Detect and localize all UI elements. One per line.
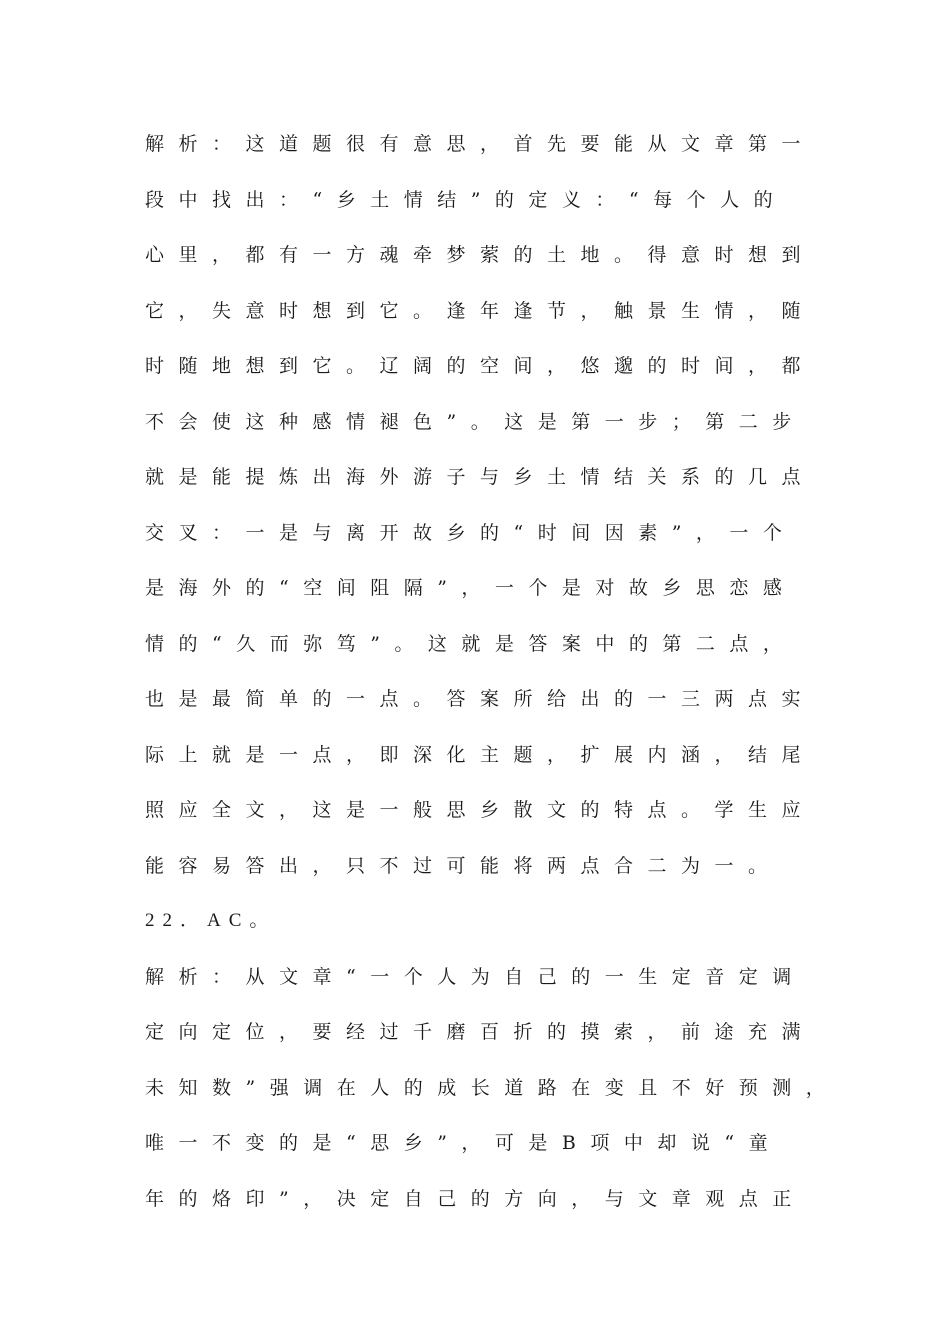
text-line: 就是能提炼出海外游子与乡土情结关系的几点 xyxy=(145,466,816,488)
document-body xyxy=(145,124,845,1234)
text-line: 交叉：一是与离开故乡的“时间因素”，一个 xyxy=(145,521,797,544)
text-line: 照应全文，这是一般思乡散文的特点。学生应 xyxy=(145,799,816,821)
text-line: 年的烙印”，决定自己的方向，与文章观点正 xyxy=(145,1187,806,1210)
text-line: 段中找出：“乡土情结”的定义：“每个人的 xyxy=(145,188,788,211)
text-line: 它，失意时想到它。逢年逢节，触景生情，随 xyxy=(145,299,816,322)
text-line: 时随地想到它。辽阔的空间，悠邈的时间，都 xyxy=(145,355,816,377)
text-line: 情的“久而弥笃”。这就是答案中的第二点， xyxy=(145,632,797,655)
text-line: 际上就是一点，即深化主题，扩展内涵，结尾 xyxy=(145,743,816,766)
text-line: 未知数”强调在人的成长道路在变且不好预测， xyxy=(145,1076,840,1099)
text-line: 不会使这种感情褪色”。这是第一步；第二步 xyxy=(145,410,806,433)
text-line: 也是最简单的一点。答案所给出的一三两点实 xyxy=(145,688,816,710)
question-number-line: 22．AC。 xyxy=(145,910,277,931)
text-line: 定向定位，要经过千磨百折的摸索，前途充满 xyxy=(145,1021,816,1043)
text-line: 能容易答出，只不过可能将两点合二为一。 xyxy=(145,854,782,877)
text-line: 唯一不变的是“思乡”，可是B项中却说“童 xyxy=(145,1132,783,1154)
text-line: 解析：这道题很有意思，首先要能从文章第一 xyxy=(145,133,816,155)
text-line: 心里，都有一方魂牵梦萦的土地。得意时想到 xyxy=(145,244,816,266)
text-line: 解析：从文章“一个人为自己的一生定音定调 xyxy=(145,965,806,988)
text-line: 是海外的“空间阻隔”，一个是对故乡思恋感 xyxy=(145,577,797,599)
